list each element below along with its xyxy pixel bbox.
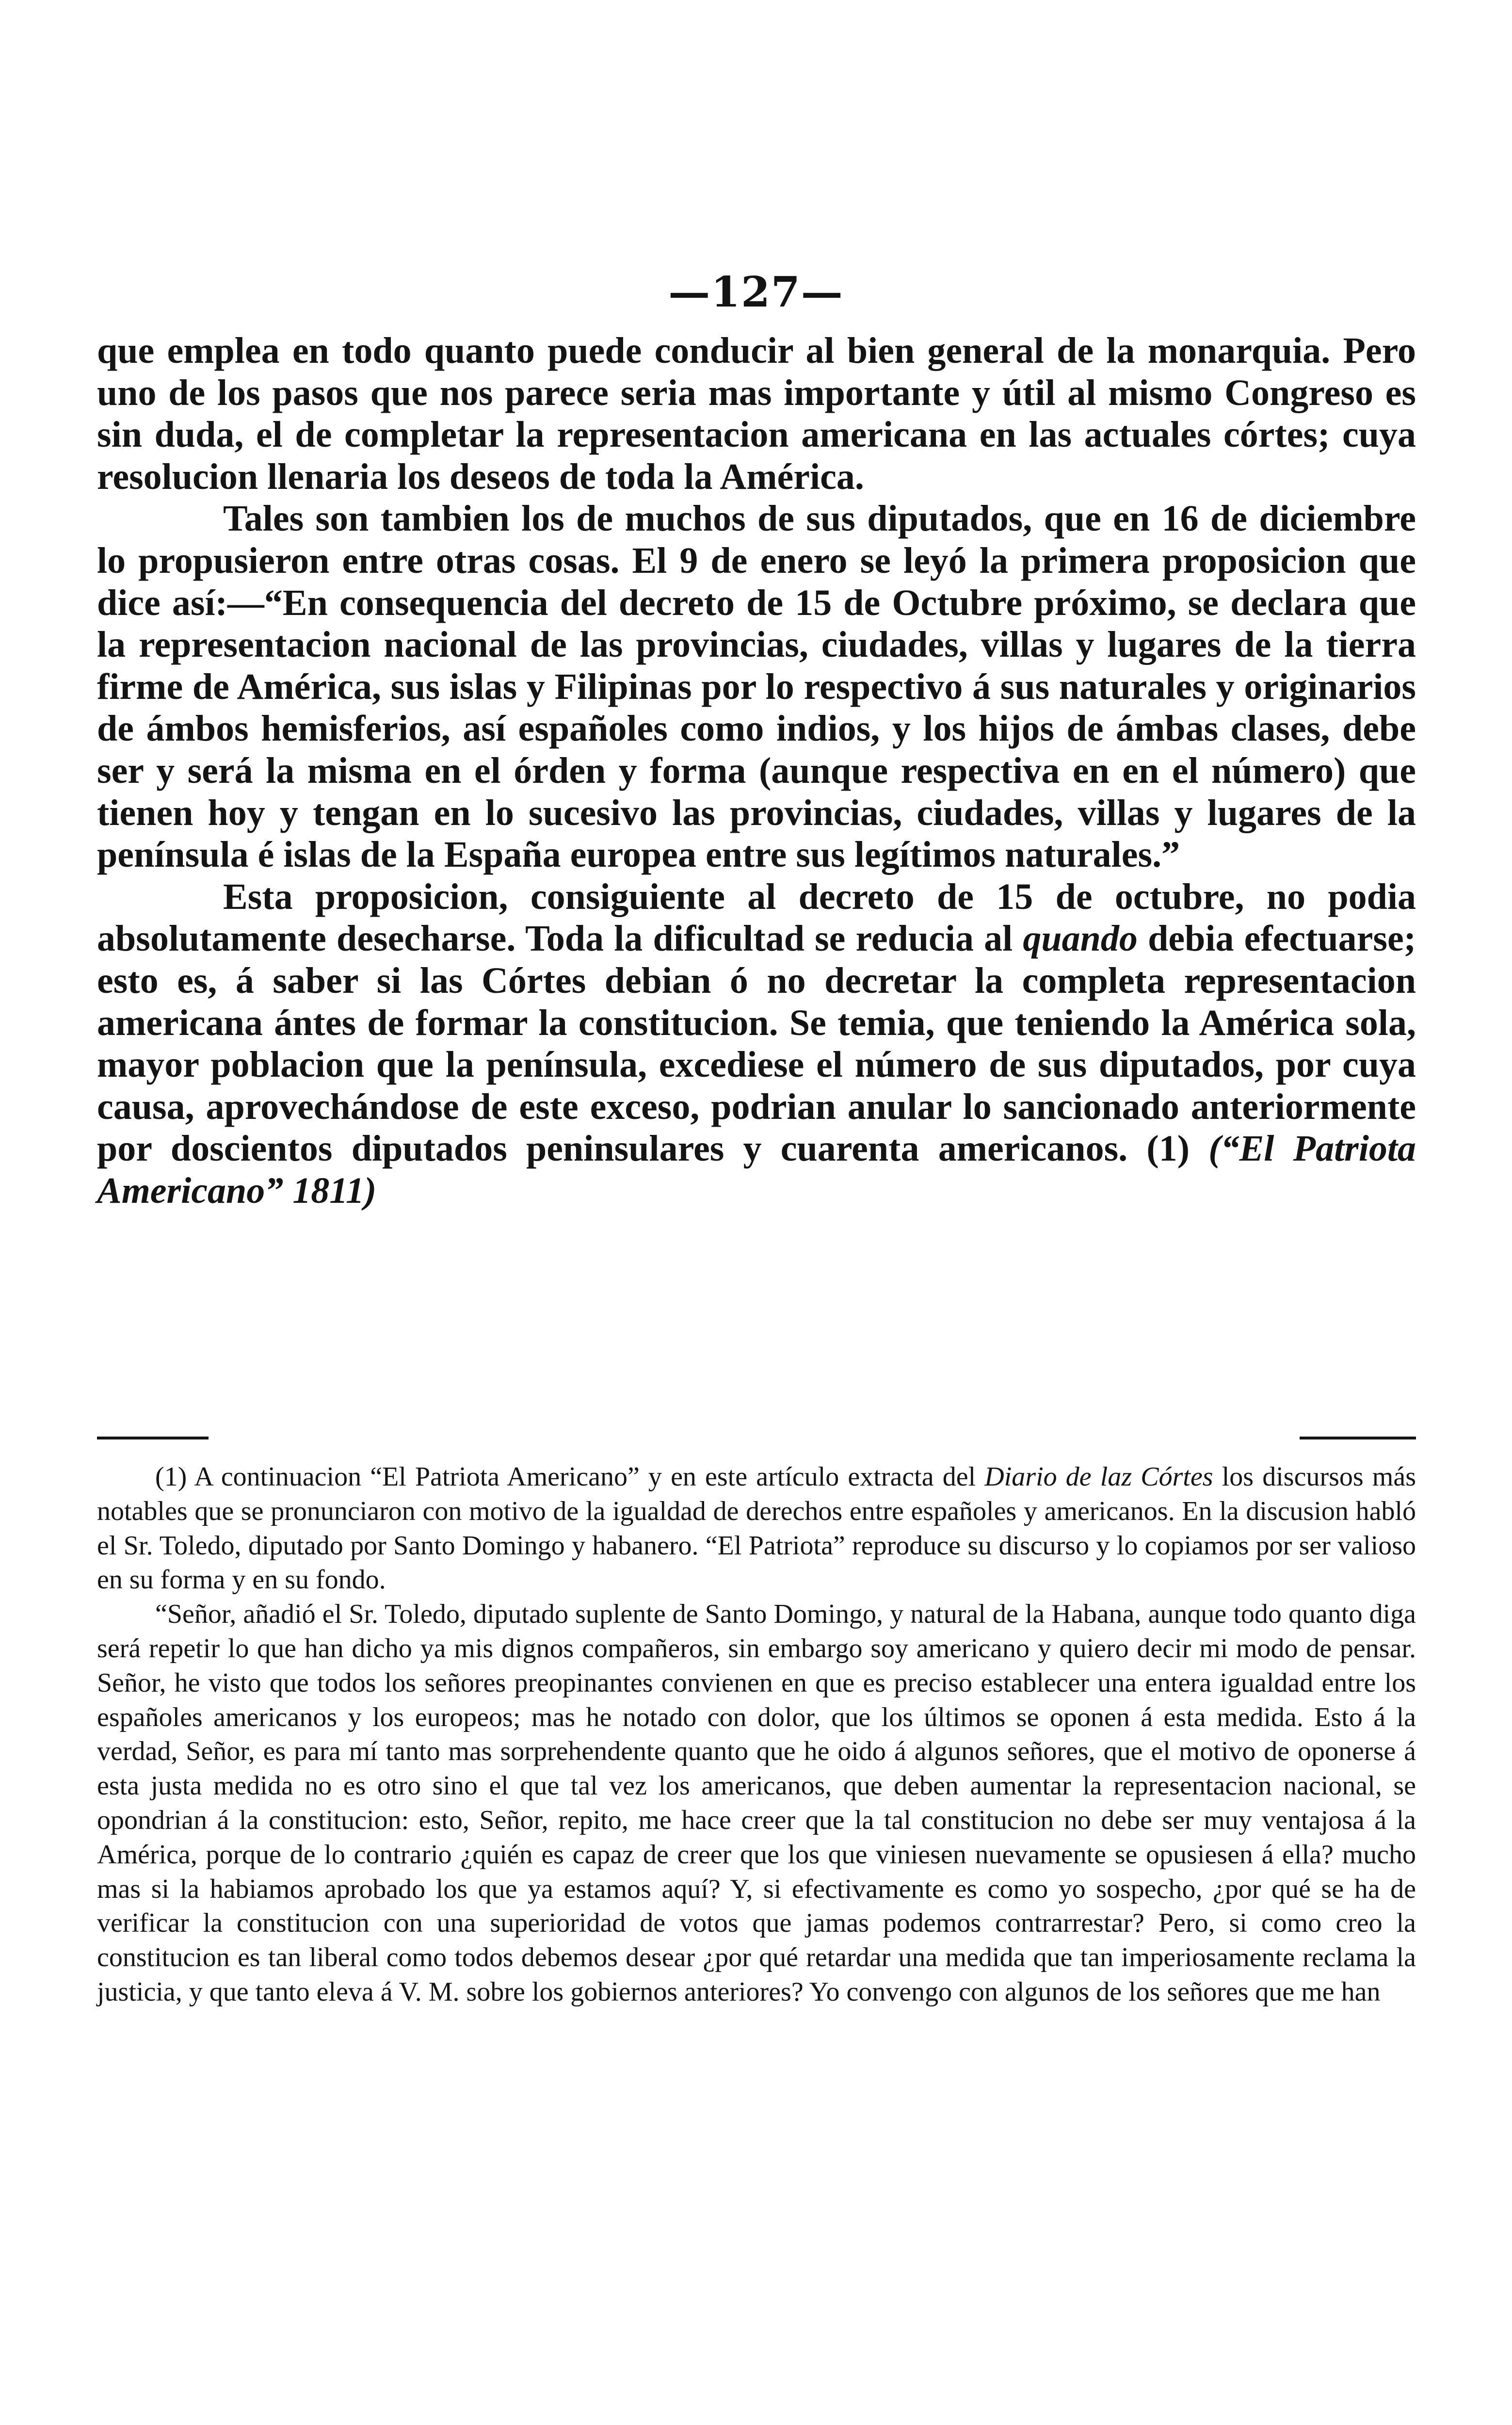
footnote-1-rest: los discursos más notables que se pronunciaron con motivo de la igualdad de derechos entre españoles y americanos. En la discusion habló el Sr. Toledo, diputado por Santo Domingo y habanero. “El Patriota” reproduce su discurso y lo copiamos por ser valioso en su forma y en su fondo. [97, 1462, 1416, 1595]
footnote-1-start: (1) A continuacion “El Patriota Americano” y en este artículo extracta del [155, 1462, 976, 1492]
paragraph-3-rest: debia efectuarse; esto es, á saber si las Córtes debian ó no decretar la completa representacion americana ántes de formar la constitucion. Se temia, que teniendo la América sola, mayor poblacion que la península, excediese el número de sus diputados, por cuya causa, aprovechándose de este exceso, podrian anular lo sancionado anteriormente por doscientos diputados peninsulares y cuarenta americanos. (1) [97, 918, 1416, 1169]
paragraph-2: Tales son tambien los de muchos de sus diputados, que en 16 de diciembre lo propusieron entre otras cosas. El 9 de enero se leyó la primera proposicion que dice así:—“En consequencia del decreto de 15 de Octubre próximo, se declara que la representacion nacional de las provincias, ciudades, villas y lugares de la tierra firme de América, sus islas y Filipinas por lo respectivo á sus naturales y originarios de ámbos hemisferios, así españoles como indios, y los hijos de ámbas clases, debe ser y será la misma en el órden y forma (aunque respectiva en en el número) que tienen hoy y tengan en lo sucesivo las provincias, ciudades, villas y lugares de la península é islas de la España europea entre sus legítimos naturales.” [97, 498, 1416, 875]
footnote [97, 1460, 1416, 2009]
diario-de-cortes-italic: Diario de laz Córtes [984, 1462, 1213, 1492]
body-text [97, 330, 1416, 1212]
footnote-divider-right [1300, 1437, 1416, 1439]
paragraph-1: que emplea en todo quanto puede conducir al bien general de la monarquia. Pero uno de los pasos que nos parece seria mas importante y útil al mismo Congreso es sin duda, el de completar la representacion americana en las actuales córtes; cuya resolucion llenaria los deseos de toda la América. [97, 330, 1416, 497]
paragraph-3-start: Esta proposicion, consiguiente al decreto de 15 de octubre, no podia absolutamente desecharse. Toda la dificultad se reducia al [97, 876, 1416, 959]
citation-patriota-americano: (“El Patriota Americano” 1811) [97, 1128, 1416, 1211]
paragraph-3 [97, 876, 1416, 1212]
footnote-paragraph-1 [97, 1460, 1416, 1597]
quando-italic: quando [1023, 918, 1138, 959]
page-number: —127— [668, 268, 844, 317]
footnote-paragraph-2: “Señor, añadió el Sr. Toledo, diputado suplente de Santo Domingo, y natural de la Habana, aunque todo quanto diga será repetir lo que han dicho ya mis dignos compañeros, sin embargo soy americano y quiero decir mi modo de pensar. Señor, he visto que todos los señores preopinantes convienen en que es preciso establecer una entera igualdad entre los españoles americanos y los europeos; mas he notado con dolor, que los últimos se oponen á esta medida. Esto á la verdad, Señor, es para mí tanto mas sorprehendente quanto que he oido á algunos señores, que el motivo de oponerse á esta justa medida no es otro sino el que tal vez los americanos, que deben aumentar la representacion nacional, se opondrian á la constitucion: esto, Señor, repito, me hace creer que la tal constitucion no debe ser muy ventajosa á la América, porque de lo contrario ¿quién es capaz de creer que los que viniesen nuevamente se opusiesen á ella? mucho mas si la habiamos aprobado los que ya estamos aquí? Y, si efectivamente es como yo sospecho, ¿por qué se ha de verificar la constitucion con una superioridad de votos que jamas podemos contrarrestar? Pero, si como creo la constitucion es tan liberal como todos debemos desear ¿por qué retardar una medida que tan imperiosamente reclama la justicia, y que tanto eleva á V. M. sobre los gobiernos anteriores? Yo convengo con algunos de los señores que me han [97, 1599, 1416, 2007]
footnote-divider-left [97, 1437, 209, 1439]
